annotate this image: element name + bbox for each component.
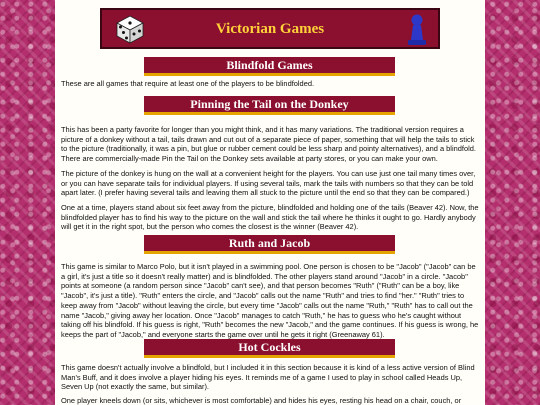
heading-blindfold-games: Blindfold Games (144, 57, 395, 76)
pawn-icon (406, 13, 428, 46)
paragraph-donkey-1: This has been a party favorite for longer than you might think, and it has many variations. The traditional version requires a picture of a donkey without a tail, tails drawn and cut out of a separate piece of paper, something that will help the tails to stick to the picture (traditionally, it was a pin, but glue or rubber cement could be less sharp and pointy alternatives), and a blindfold. There are commercially-made Pin the Tail on the Donkey sets available at party stores, or you can make your own. (61, 125, 476, 164)
heading-ruth-jacob: Ruth and Jacob (144, 235, 395, 254)
banner-title: Victorian Games (215, 21, 325, 37)
paragraph-donkey-2: The picture of the donkey is hung on the wall at a convenient height for the players. You can use just one tail many times over, or you can have separate tails for individual players. If using several tails, mark the tails with numbers so that they can be told apart later. (I prefer having several tails and leaving them all stuck to the picture until the end so that they can be compared.) (61, 169, 476, 198)
paragraph-cockles-1: This game doesn't actually involve a blindfold, but I included it in this section because it is kind of a less active version of Blind Man's Buff, and it does involve a player hiding his eyes. It reminds me of a game I used to play in school called Heads Up, Seven Up (not exactly the same, but similar). (61, 363, 475, 392)
paragraph-cockles-2: One player kneels down (or sits, whichever is most comfortable) and hides his eyes, resting his head on a chair, couch, or (61, 396, 462, 405)
site-banner (100, 8, 440, 49)
heading-hot-cockles: Hot Cockles (144, 339, 395, 358)
paragraph-donkey-3: One at a time, players stand about six feet away from the picture, blindfolded and holding one of the tails (Beaver 42). Now, the blindfolded player has to find his way to the picture on the wall and stick the tail where he thinks it ought to go. Hardly anybody will get it in the right spot, but the person who comes the closest is the winner (Beaver 42). (61, 203, 479, 232)
heading-pinning-tail: Pinning the Tail on the Donkey (144, 96, 395, 115)
content-page (55, 0, 485, 405)
paragraph-blindfold-intro: These are all games that require at least one of the players to be blindfolded. (61, 79, 315, 88)
paragraph-ruth-1: This game is similar to Marco Polo, but it isn't played in a swimming pool. One person is chosen to be "Jacob" ("Jacob" can be a girl, it's just a title so it doesn't really matter) and is blindfolded. The other players stand around "Jacob" in a circle. "Jacob" points at someone (a random person since "Jacob" can't see), and that person becomes "Ruth" ("Ruth" can be a boy, like "Jacob", it's just a title). "Ruth" enters the circle, and "Jacob" calls out the name "Ruth" and tries to find "her." "Ruth" tries to keep away from "Jacob" without leaving the circle, but every time "Jacob" calls out the name "Ruth," "Ruth" has to call out the name "Jacob," giving away her location. Once "Jacob" manages to catch "Ruth," he has to guess who he's caught without taking off his blindfold. If his guess is right, "Ruth" becomes the new "Jacob," and the game continues. If his guess is wrong, he keeps the part of "Jacob," and everyone starts the game over until he gets it right (Greenaway 61). (61, 262, 479, 339)
